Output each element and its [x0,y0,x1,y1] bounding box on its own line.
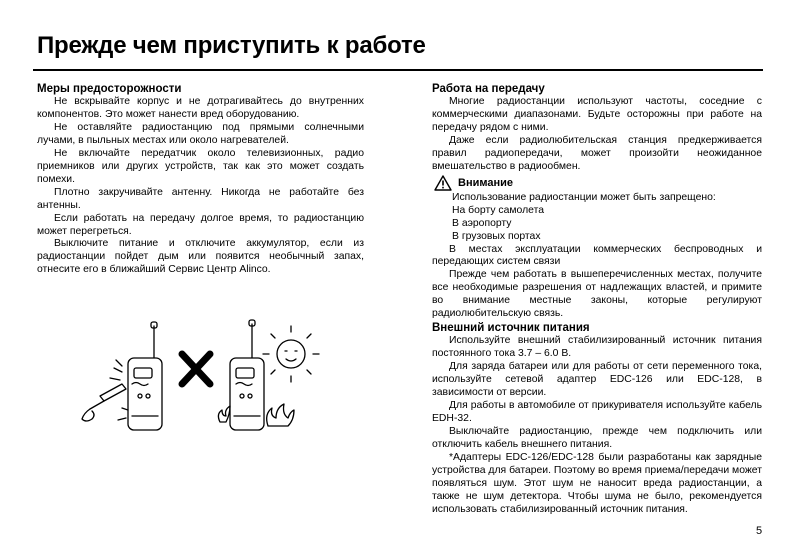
radio-overheating-illustration [218,320,319,430]
transmit-paragraph: Многие радиостанции используют частоты, соседние с коммерческими диапазонами. Будьте осторожны при работе на передачу рядом с ними. [432,96,762,133]
title-divider [33,69,763,71]
radio-handling-illustration [70,318,330,438]
transmit-paragraph: Даже если радиолюбительская станция предкерживается правил радиопередачи, может произойти неожиданное вмешательство в радиообмен. [432,134,762,172]
precaution-paragraph: Плотно закручивайте антенну. Никогда не работайте без антенны. [37,186,364,211]
attention-label [434,175,762,191]
precaution-paragraph: Выключите питание и отключите аккумулятор, если из радиостанции пойдет дым или появится необычный запах, отнесите его в ближайший Сервис Центр Alinco. [37,238,364,276]
power-paragraph: Для заряда батареи или для работы от сети переменного тока, используйте сетевой адаптер EDC-126 или EDC-128, в зависимости от версии. [432,361,762,399]
page-number: 5 [756,525,763,537]
attention-item: На борту самолета [452,204,544,216]
prohibited-x-mark [182,354,210,384]
right-column [432,82,762,517]
attention-text: Внимание [458,176,513,189]
precaution-paragraph: Не вскрывайте корпус и не дотрагивайтесь до внутренних компонентов. Это может нанести вред оборудованию. [37,96,364,120]
attention-paragraph: В местах эксплуатации коммерческих беспроводных и передающих систем связи [432,243,762,268]
power-paragraph: Используйте внешний стабилизированный источник питания постоянного тока 3.7 – 6.0 В. [432,335,762,360]
power-paragraph: Выключайте радиостанцию, прежде чем подключить или отключить кабель внешнего питания. [432,425,762,450]
left-column [37,82,364,277]
transmit-heading: Работа на передачу [432,83,545,95]
power-paragraph: Для работы в автомобиле от прикуривателя используйте кабель EDH-32. [432,400,762,424]
precautions-heading: Меры предосторожности [37,83,182,95]
external-power-heading: Внешний источник питания [432,322,590,335]
attention-paragraph: Прежде чем работать в вышеперечисленных местах, получите все необходимые разрешения от надлежащих властей, и примите во внимание местные законы, которые регулируют радиолюбительскую связь. [432,269,762,320]
attention-item: В грузовых портах [452,230,541,242]
radio-opened-illustration [82,322,162,430]
attention-intro: Использование радиостанции может быть запрещено: [452,191,716,203]
precaution-paragraph: Не оставляйте радиостанцию под прямыми солнечными лучами, в пыльных местах или около нагревателей. [37,121,364,146]
precaution-paragraph: Не включайте передатчик около телевизионных, радио приемников или других устройств, так как это может создать помехи. [37,147,364,185]
power-paragraph: *Адаптеры EDC-126/EDC-128 были разработаны как зарядные устройства для батареи. Поэтому во время приема/передачи может появляться шум. Этот шум не наносит вреда радиостанции, а также не шум детектора. Чтобы шума не было, рекомендуется использовать стабилизированный источник питания. [432,451,762,515]
warning-icon [434,175,452,191]
attention-item: В аэропорту [452,217,512,229]
page-title: Прежде чем приступить к работе [37,32,426,59]
precaution-paragraph: Если работать на передачу долгое время, то радиостанцию может перегреться. [37,212,364,237]
